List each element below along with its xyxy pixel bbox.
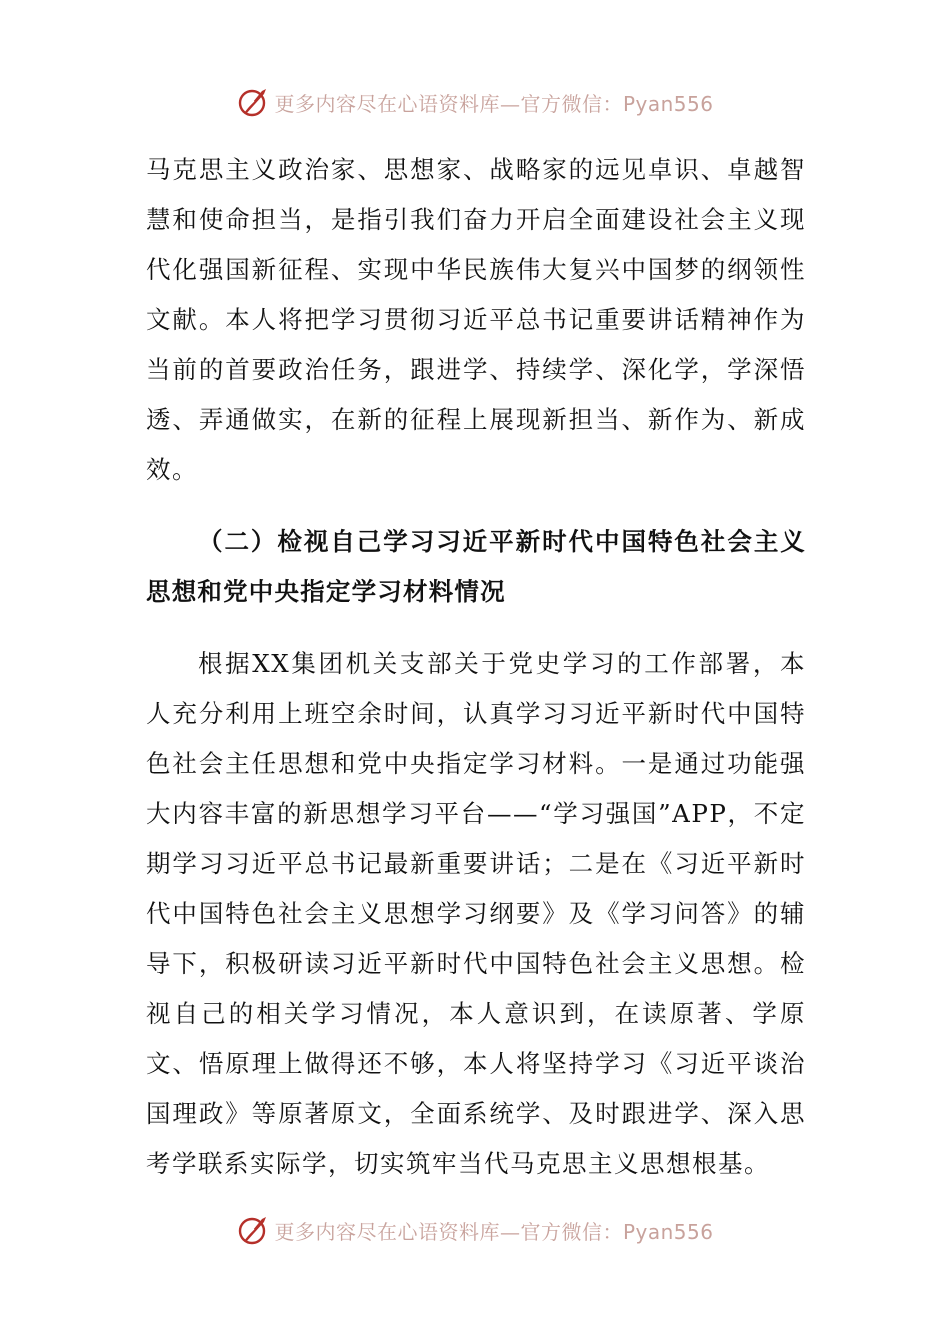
footer-wechat-id: 官方微信：Pyan556 xyxy=(520,1219,714,1244)
document-body xyxy=(146,145,806,1189)
header-wechat-id: 官方微信：Pyan556 xyxy=(520,91,714,116)
quill-logo-icon xyxy=(236,85,270,119)
footer-banner-text: 更多内容尽在心语资料库—官方微信：Pyan556 xyxy=(274,1219,714,1244)
header-watermark-banner xyxy=(0,84,950,120)
paragraph-intro: 马克思主义政治家、思想家、战略家的远见卓识、卓越智慧和使命担当，是指引我们奋力开启全面建设社会主义现代化强国新征程、实现中华民族伟大复兴中国梦的纲领性文献。本人将把学习贯彻习近平总书记重要讲话精神作为当前的首要政治任务，跟进学、持续学、深化学，学深悟透、弄通做实，在新的征程上展现新担当、新作为、新成效。 xyxy=(146,155,806,484)
header-banner-text: 更多内容尽在心语资料库—官方微信：Pyan556 xyxy=(274,91,714,116)
paragraph-study-review: 根据XX集团机关支部关于党史学习的工作部署，本人充分利用上班空余时间，认真学习习近平新时代中国特色社会主任思想和党中央指定学习材料。一是通过功能强大内容丰富的新思想学习平台——“学习强国”APP，不定期学习习近平总书记最新重要讲话；二是在《习近平新时代中国特色社会主义思想学习纲要》及《学习问答》的辅导下，积极研读习近平新时代中国特色社会主义思想。检视自己的相关学习情况，本人意识到，在读原著、学原文、悟原理上做得还不够，本人将坚持学习《习近平谈治国理政》等原著原文，全面系统学、及时跟进学、深入思考学联系实际学，切实筑牢当代马克思主义思想根基。 xyxy=(146,649,806,1178)
footer-watermark-banner xyxy=(0,1212,950,1248)
quill-logo-icon xyxy=(236,1213,270,1247)
section-heading-2: （二）检视自己学习习近平新时代中国特色社会主义思想和党中央指定学习材料情况 xyxy=(146,527,806,606)
